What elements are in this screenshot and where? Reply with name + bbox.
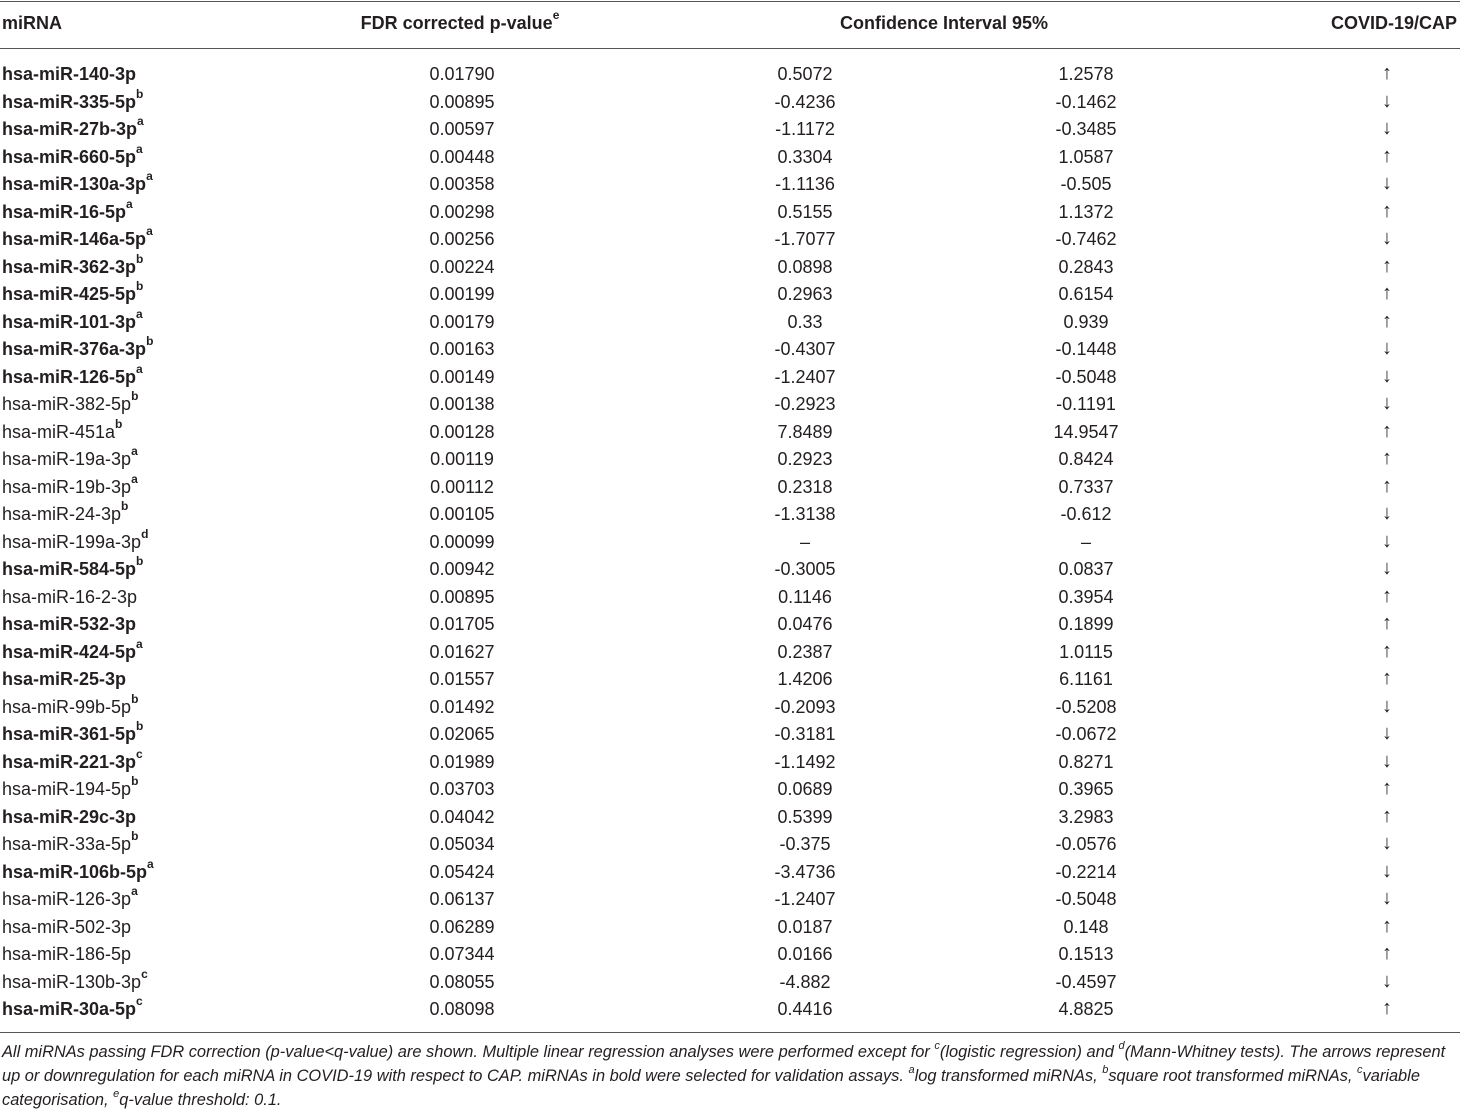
ci-lower-cell: -3.4736 — [774, 861, 836, 882]
fdr-value-cell: 0.00138 — [429, 394, 495, 414]
table-row — [0, 805, 1460, 833]
ci-upper-cell: 0.8271 — [1058, 751, 1114, 772]
mirna-name-cell — [2, 856, 154, 883]
ci-upper-cell: -0.1462 — [1055, 91, 1117, 112]
ci-lower-cell: -1.2407 — [774, 889, 836, 909]
mirna-footnote-mark: b — [136, 86, 144, 101]
mirna-name-cell — [2, 917, 131, 938]
ci-upper-cell: 0.0837 — [1058, 559, 1114, 579]
arrow-up-icon: ↑ — [1382, 447, 1392, 469]
ci-upper-cell: -0.4597 — [1055, 971, 1117, 992]
table-row — [0, 62, 1460, 90]
table-row — [0, 86, 1460, 118]
arrow-down-icon: ↓ — [1382, 364, 1392, 387]
mirna-name-cell — [2, 471, 138, 498]
ci-lower-cell: 0.4416 — [777, 999, 833, 1019]
fdr-value-cell: 0.07344 — [429, 944, 495, 964]
table-row — [0, 196, 1460, 228]
ci-upper-cell: 0.8424 — [1058, 449, 1114, 469]
mirna-name: hsa-miR-424-5p — [2, 641, 137, 662]
table-row — [0, 884, 1460, 915]
fdr-value-cell: 0.04042 — [429, 806, 495, 827]
fdr-value-cell: 0.00256 — [429, 229, 495, 249]
footnote-mark: a — [908, 1063, 915, 1076]
ci-lower-cell: 0.3304 — [777, 146, 833, 167]
ci-lower-cell: -0.4307 — [774, 339, 836, 359]
footnote-mark: b — [1102, 1063, 1109, 1076]
fdr-value-cell: 0.02065 — [429, 724, 495, 744]
mirna-name-cell — [2, 306, 143, 333]
table-row — [0, 719, 1460, 750]
mirna-name-cell — [2, 884, 138, 910]
table-row — [0, 585, 1460, 613]
ci-upper-cell: -0.5208 — [1055, 696, 1117, 717]
ci-lower-cell: 0.2387 — [777, 641, 833, 662]
arrow-down-icon: ↓ — [1382, 117, 1392, 139]
table-row — [0, 526, 1460, 558]
table-row — [0, 334, 1460, 365]
table-row — [0, 169, 1460, 200]
ci-upper-cell: 0.3954 — [1058, 586, 1114, 607]
mirna-name: hsa-miR-101-3p — [2, 311, 137, 332]
arrow-up-icon: ↑ — [1382, 309, 1392, 332]
fdr-value-cell: 0.00112 — [430, 476, 494, 497]
ci-lower-cell: 0.1146 — [778, 586, 832, 607]
mirna-footnote-mark: b — [136, 279, 144, 293]
arrow-up-icon: ↑ — [1382, 419, 1392, 442]
fdr-value-cell: 0.00895 — [429, 586, 495, 607]
ci-upper-cell: 0.7337 — [1058, 476, 1114, 497]
mirna-name: hsa-miR-16-5p — [2, 201, 127, 222]
mirna-name: hsa-miR-186-5p — [2, 944, 132, 964]
fdr-value-cell: 0.05424 — [429, 861, 495, 882]
mirna-name: hsa-miR-106b-5p — [2, 861, 148, 882]
ci-upper-cell: -0.2214 — [1055, 861, 1117, 882]
mirna-name-cell — [2, 944, 131, 965]
mirna-footnote-mark: a — [146, 224, 153, 238]
ci-upper-cell: 14.9547 — [1053, 421, 1119, 442]
arrow-down-icon: ↓ — [1382, 859, 1392, 882]
arrow-up-icon: ↑ — [1382, 144, 1392, 167]
header-mirna: miRNA — [2, 13, 63, 33]
table-row — [0, 389, 1460, 420]
ci-lower-cell: 0.5072 — [777, 64, 833, 84]
mirna-footnote-mark: b — [146, 334, 154, 348]
mirna-name-cell — [2, 966, 148, 993]
mirna-name: hsa-miR-532-3p — [2, 614, 137, 634]
table-row — [0, 251, 1460, 283]
arrow-up-icon: ↑ — [1382, 914, 1392, 937]
header-fdr-label: FDR corrected p-value — [360, 13, 553, 33]
arrow-up-icon: ↑ — [1382, 804, 1392, 827]
footnote-text: (Mann-Whitney tests). The arrows represent up or downregulation for each miRNA in COVID-19 with respect to CAP. miRNAs in bold were selected for validation assays. — [2, 1043, 1446, 1085]
mirna-name-cell — [2, 636, 143, 663]
mirna-name: hsa-miR-425-5p — [2, 284, 137, 304]
mirna-name: hsa-miR-99b-5p — [2, 696, 132, 717]
mirna-footnote-mark: d — [141, 526, 149, 541]
arrow-down-icon: ↓ — [1382, 749, 1392, 772]
table-row — [0, 829, 1460, 860]
arrow-up-icon: ↑ — [1382, 612, 1392, 634]
arrow-down-icon: ↓ — [1382, 694, 1392, 717]
arrow-up-icon: ↑ — [1382, 667, 1392, 689]
ci-lower-cell: 7.8489 — [777, 421, 833, 442]
mirna-footnote-mark: a — [136, 361, 143, 376]
table-row — [0, 554, 1460, 585]
fdr-value-cell: 0.00105 — [429, 504, 495, 524]
ci-lower-cell: -0.3181 — [774, 724, 836, 744]
mirna-footnote-mark: c — [141, 966, 148, 981]
fdr-value-cell: 0.00179 — [429, 311, 495, 332]
fdr-value-cell: 0.06289 — [429, 916, 495, 937]
mirna-name-cell — [2, 169, 153, 195]
mirna-footnote-mark: a — [147, 856, 154, 871]
ci-upper-cell: 0.3965 — [1058, 779, 1114, 799]
ci-lower-cell: -0.3005 — [774, 559, 836, 579]
mirna-name: hsa-miR-25-3p — [2, 669, 127, 689]
ci-upper-cell: 1.0587 — [1058, 146, 1114, 167]
arrow-up-icon: ↑ — [1382, 777, 1392, 799]
footnote-mark: c — [1357, 1063, 1363, 1076]
ci-upper-cell: 0.939 — [1063, 311, 1109, 332]
mirna-name: hsa-miR-29c-3p — [2, 806, 137, 827]
fdr-value-cell: 0.01790 — [429, 64, 495, 84]
table-header — [0, 0, 1460, 48]
footnote-mark: c — [934, 1039, 940, 1052]
mirna-footnote-mark: a — [137, 114, 144, 128]
ci-upper-cell: -0.7462 — [1055, 229, 1117, 249]
mirna-footnote-mark: b — [131, 389, 139, 403]
bottom-rule — [0, 1032, 1460, 1033]
mirna-name-cell — [2, 416, 123, 443]
ci-upper-cell: -0.3485 — [1055, 119, 1117, 139]
mirna-name: hsa-miR-27b-3p — [2, 119, 138, 139]
ci-upper-cell: -0.1448 — [1055, 339, 1117, 359]
header-confidence-interval: Confidence Interval 95% — [839, 13, 1049, 33]
mirna-footnote-mark: b — [136, 554, 144, 568]
mirna-name-cell — [2, 807, 136, 828]
fdr-value-cell: 0.03703 — [429, 779, 495, 799]
mirna-name: hsa-miR-361-5p — [2, 724, 137, 744]
arrow-down-icon: ↓ — [1382, 722, 1392, 744]
ci-upper-cell: 3.2983 — [1058, 806, 1114, 827]
mirna-name: hsa-miR-140-3p — [2, 64, 137, 84]
table-row — [0, 361, 1460, 393]
mirna-footnote-mark: a — [131, 471, 138, 486]
fdr-value-cell: 0.01627 — [429, 641, 495, 662]
ci-upper-cell: 0.1899 — [1058, 614, 1114, 634]
mirna-name-cell — [2, 279, 144, 305]
ci-lower-cell: 0.0898 — [777, 256, 833, 277]
ci-lower-cell: -1.3138 — [774, 504, 836, 524]
mirna-name-cell — [2, 994, 143, 1020]
arrow-up-icon: ↑ — [1382, 199, 1392, 222]
table-row — [0, 691, 1460, 723]
arrow-down-icon: ↓ — [1382, 337, 1392, 359]
fdr-value-cell: 0.01557 — [429, 669, 495, 689]
mirna-name: hsa-miR-146a-5p — [2, 229, 147, 249]
fdr-value-cell: 0.00224 — [429, 256, 495, 277]
ci-lower-cell: 0.5155 — [777, 201, 833, 222]
arrow-down-icon: ↓ — [1382, 832, 1392, 854]
ci-lower-cell: 1.4206 — [777, 669, 833, 689]
ci-lower-cell: -1.2407 — [774, 366, 836, 387]
arrow-up-icon: ↑ — [1382, 254, 1392, 277]
arrow-down-icon: ↓ — [1382, 172, 1392, 194]
ci-lower-cell: -0.2093 — [774, 696, 836, 717]
arrow-up-icon: ↑ — [1382, 282, 1392, 304]
mirna-footnote-mark: a — [131, 884, 138, 898]
mirna-name-cell — [2, 251, 144, 278]
fdr-value-cell: 0.01492 — [429, 696, 495, 717]
mirna-name: hsa-miR-126-3p — [2, 889, 132, 909]
mirna-name: hsa-miR-376a-3p — [2, 339, 147, 359]
mirna-name: hsa-miR-19a-3p — [2, 449, 132, 469]
mirna-name: hsa-miR-451a — [2, 421, 116, 442]
footnote-mark: e — [113, 1087, 120, 1100]
fdr-value-cell: 0.00597 — [429, 119, 495, 139]
ci-upper-cell: 0.2843 — [1058, 256, 1114, 277]
fdr-value-cell: 0.00448 — [429, 146, 495, 167]
arrow-up-icon: ↑ — [1382, 942, 1392, 964]
table-row — [0, 279, 1460, 310]
arrow-down-icon: ↓ — [1382, 529, 1392, 552]
mirna-name-cell — [2, 196, 133, 223]
ci-upper-cell: 4.8825 — [1058, 999, 1114, 1019]
mirna-name-cell — [2, 774, 139, 800]
ci-lower-cell: -0.4236 — [774, 91, 836, 112]
ci-upper-cell: 1.1372 — [1058, 201, 1114, 222]
fdr-value-cell: 0.00895 — [429, 91, 495, 112]
mirna-footnote-mark: a — [146, 169, 153, 183]
mirna-name-cell — [2, 141, 143, 168]
ci-upper-cell: -0.612 — [1060, 504, 1112, 524]
table-footnote — [2, 1040, 1458, 1112]
table-row — [0, 612, 1460, 640]
table-row — [0, 774, 1460, 805]
arrow-up-icon: ↑ — [1382, 62, 1392, 84]
mirna-footnote-mark: c — [136, 994, 143, 1008]
ci-upper-cell: -0.5048 — [1055, 366, 1117, 387]
mirna-name-cell — [2, 389, 139, 415]
mirna-name-cell — [2, 554, 144, 580]
mirna-footnote-mark: c — [136, 746, 143, 761]
arrow-up-icon: ↑ — [1382, 474, 1392, 497]
mirna-name: hsa-miR-19b-3p — [2, 476, 132, 497]
ci-lower-cell: 0.2923 — [777, 449, 833, 469]
ci-upper-cell: -0.1191 — [1056, 394, 1116, 414]
fdr-value-cell: 0.00298 — [429, 201, 495, 222]
mirna-footnote-mark: b — [131, 829, 139, 843]
fdr-value-cell: 0.06137 — [429, 889, 495, 909]
mirna-name: hsa-miR-335-5p — [2, 91, 137, 112]
ci-lower-cell: 0.0689 — [777, 779, 833, 799]
fdr-value-cell: 0.00358 — [429, 174, 495, 194]
ci-upper-cell: -0.505 — [1060, 174, 1112, 194]
fdr-value-cell: 0.00199 — [429, 284, 495, 304]
ci-lower-cell: -4.882 — [779, 971, 831, 992]
mirna-name: hsa-miR-194-5p — [2, 779, 132, 799]
mirna-name-cell — [2, 669, 126, 690]
mirna-name-cell — [2, 86, 144, 113]
arrow-down-icon: ↓ — [1382, 502, 1392, 524]
header-fdr — [360, 8, 560, 34]
mirna-name: hsa-miR-24-3p — [2, 504, 122, 524]
table-row — [0, 994, 1460, 1025]
ci-lower-cell: -1.1492 — [774, 751, 836, 772]
ci-lower-cell: 0.2318 — [777, 476, 833, 497]
fdr-value-cell: 0.05034 — [429, 834, 495, 854]
mirna-name-cell — [2, 746, 143, 773]
mirna-name: hsa-miR-16-2-3p — [2, 586, 138, 607]
mirna-name-cell — [2, 829, 139, 855]
header-fdr-footnote-mark: e — [552, 8, 560, 22]
mirna-footnote-mark: a — [136, 141, 143, 156]
fdr-value-cell: 0.01989 — [429, 751, 495, 772]
arrow-up-icon: ↑ — [1382, 584, 1392, 607]
mirna-name: hsa-miR-584-5p — [2, 559, 137, 579]
mirna-footnote-mark: b — [136, 719, 144, 733]
ci-lower-cell: 0.2963 — [777, 284, 833, 304]
fdr-value-cell: 0.00099 — [429, 531, 495, 552]
arrow-down-icon: ↓ — [1382, 89, 1392, 112]
mirna-name-cell — [2, 614, 136, 635]
arrow-down-icon: ↓ — [1382, 887, 1392, 909]
mirna-name: hsa-miR-382-5p — [2, 394, 132, 414]
fdr-value-cell: 0.08098 — [429, 999, 495, 1019]
table-row — [0, 667, 1460, 695]
mirna-name: hsa-miR-502-3p — [2, 916, 132, 937]
table-row — [0, 306, 1460, 338]
table-row — [0, 224, 1460, 255]
arrow-up-icon: ↑ — [1382, 997, 1392, 1019]
ci-lower-cell: -1.7077 — [774, 229, 836, 249]
mirna-name-cell — [2, 499, 129, 525]
table-row — [0, 636, 1460, 668]
fdr-value-cell: 0.00149 — [429, 366, 495, 387]
ci-lower-cell: 0.0166 — [777, 944, 833, 964]
fdr-value-cell: 0.00942 — [429, 559, 495, 579]
ci-upper-cell: -0.0672 — [1055, 724, 1117, 744]
footnote-text: variable categorisation, — [2, 1067, 1420, 1109]
arrow-up-icon: ↑ — [1382, 639, 1392, 662]
mirna-footnote-mark: a — [126, 196, 133, 211]
mirna-name: hsa-miR-33a-5p — [2, 834, 132, 854]
mirna-name-cell — [2, 526, 149, 553]
ci-lower-cell: 0.33 — [787, 311, 823, 332]
mirna-name-cell — [2, 361, 143, 388]
ci-lower-cell: -1.1172 — [775, 119, 835, 139]
arrow-down-icon: ↓ — [1382, 392, 1392, 414]
ci-lower-cell: 0.0476 — [777, 614, 833, 634]
footnote-text: log transformed miRNAs, — [914, 1067, 1103, 1085]
mirna-footnote-mark: b — [121, 499, 129, 513]
mirna-name: hsa-miR-30a-5p — [2, 999, 137, 1019]
fdr-value-cell: 0.08055 — [429, 971, 495, 992]
mirna-name: hsa-miR-362-3p — [2, 256, 137, 277]
mirna-name-cell — [2, 224, 153, 250]
mirna-name-cell — [2, 691, 139, 718]
table-row — [0, 942, 1460, 970]
ci-upper-cell: 0.1513 — [1058, 944, 1114, 964]
mirna-name-cell — [2, 587, 137, 608]
mirna-name-cell — [2, 114, 144, 140]
ci-upper-cell: 1.0115 — [1059, 641, 1113, 662]
footnote-text: q-value threshold: 0.1. — [119, 1091, 282, 1109]
table-row — [0, 416, 1460, 448]
ci-lower-cell: – — [799, 531, 811, 552]
mirna-footnote-mark: b — [136, 251, 144, 266]
ci-upper-cell: -0.5048 — [1055, 889, 1117, 909]
mirna-name: hsa-miR-126-5p — [2, 366, 137, 387]
ci-lower-cell: 0.0187 — [777, 916, 833, 937]
mirna-name: hsa-miR-660-5p — [2, 146, 137, 167]
fdr-value-cell: 0.00163 — [429, 339, 495, 359]
mirna-footnote-mark: a — [131, 444, 138, 458]
fdr-value-cell: 0.01705 — [429, 614, 495, 634]
footnote-text: All miRNAs passing FDR correction (p-value<q-value) are shown. Multiple linear regression analyses were performed except for — [2, 1043, 935, 1061]
table-body — [0, 62, 1460, 1025]
fdr-value-cell: 0.00128 — [429, 421, 495, 442]
ci-lower-cell: -1.1136 — [775, 174, 835, 194]
footnote-text: square root transformed miRNAs, — [1108, 1067, 1358, 1085]
table-row — [0, 856, 1460, 888]
mirna-name: hsa-miR-221-3p — [2, 751, 137, 772]
ci-lower-cell: -0.375 — [779, 834, 831, 854]
mirna-name: hsa-miR-199a-3p — [2, 531, 142, 552]
header-direction: COVID-19/CAP — [1330, 13, 1457, 33]
table-row — [0, 444, 1460, 475]
mirna-footnote-mark: a — [136, 636, 143, 651]
table-row — [0, 114, 1460, 145]
header-rule — [0, 48, 1460, 49]
ci-lower-cell: 0.5399 — [777, 806, 833, 827]
mirna-name-cell — [2, 444, 138, 470]
arrow-down-icon: ↓ — [1382, 557, 1392, 579]
mirna-footnote-mark: b — [131, 774, 139, 788]
footnote-mark: d — [1118, 1039, 1125, 1052]
ci-upper-cell: 0.6154 — [1058, 284, 1114, 304]
table-row — [0, 966, 1460, 998]
mirna-name-cell — [2, 334, 154, 360]
mirna-name: hsa-miR-130a-3p — [2, 174, 147, 194]
table-row — [0, 499, 1460, 530]
ci-upper-cell: 6.1161 — [1059, 669, 1113, 689]
mirna-footnote-mark: b — [131, 691, 139, 706]
ci-lower-cell: -0.2923 — [774, 394, 836, 414]
ci-upper-cell: -0.0576 — [1055, 834, 1117, 854]
table-row — [0, 471, 1460, 503]
arrow-down-icon: ↓ — [1382, 969, 1392, 992]
mirna-name-cell — [2, 719, 144, 745]
mirna-name-cell — [2, 64, 136, 85]
table-row — [0, 141, 1460, 173]
mirna-footnote-mark: b — [115, 416, 123, 431]
mirna-footnote-mark: a — [136, 306, 143, 321]
ci-upper-cell: 1.2578 — [1058, 64, 1114, 84]
ci-upper-cell: 0.148 — [1063, 916, 1109, 937]
table-row — [0, 915, 1460, 943]
ci-upper-cell: – — [1080, 531, 1092, 552]
footnote-text: (logistic regression) and — [939, 1043, 1119, 1061]
mirna-name: hsa-miR-130b-3p — [2, 971, 142, 992]
arrow-down-icon: ↓ — [1382, 227, 1392, 249]
table-row — [0, 746, 1460, 778]
fdr-value-cell: 0.00119 — [430, 449, 494, 469]
